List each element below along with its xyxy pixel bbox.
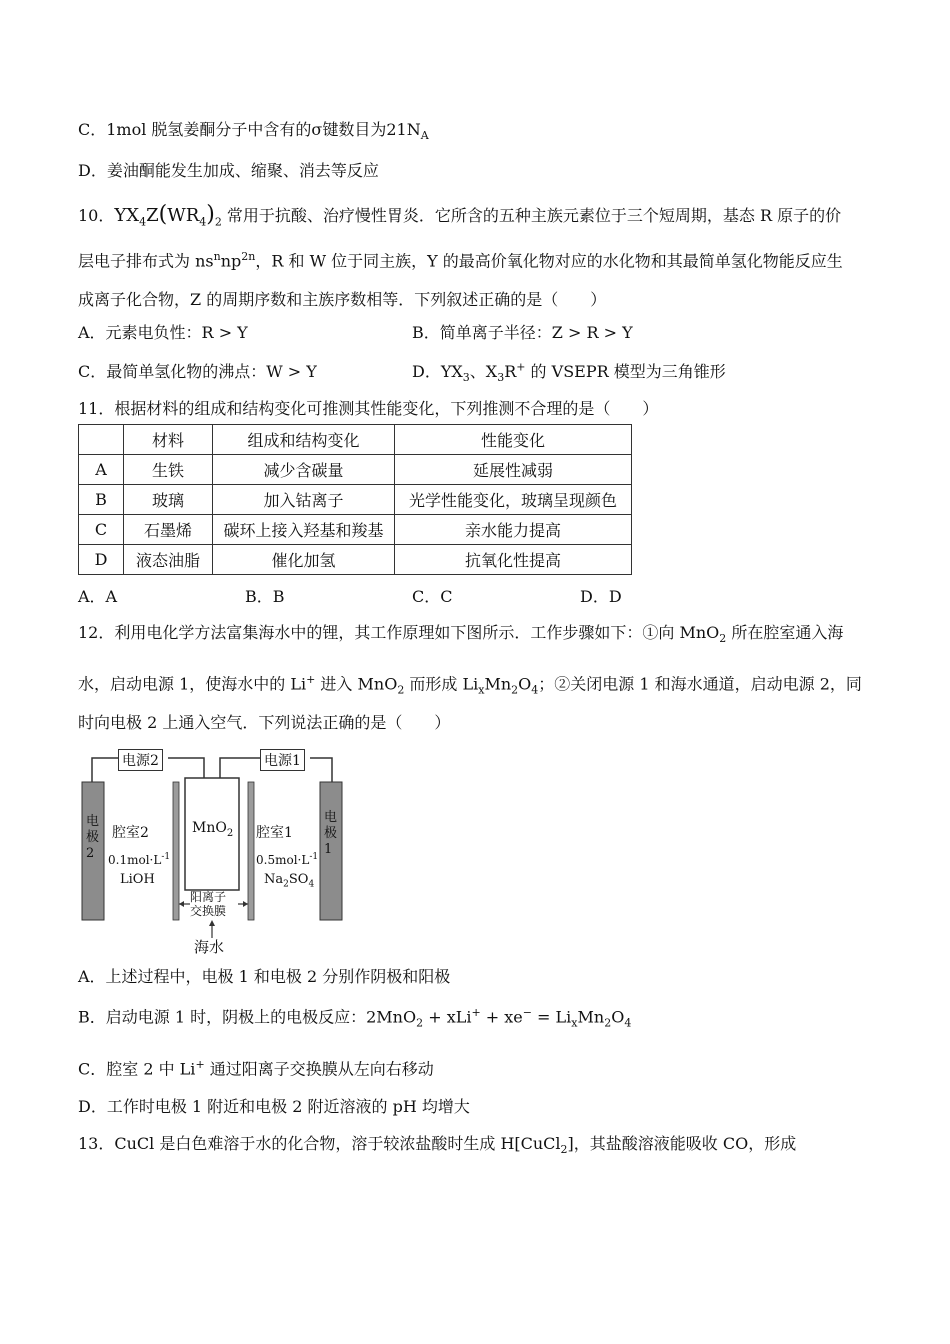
chamber-2-solution: LiOH <box>120 872 155 887</box>
membrane-left <box>173 782 179 920</box>
q10-optd-text: 的 VSEPR 模型为三角锥形 <box>525 362 726 381</box>
q10-text: 层电子排布式为 ns <box>78 251 214 271</box>
q12-optb-sub: x <box>571 1016 578 1030</box>
membrane-label-2: 交换膜 <box>190 904 227 918</box>
table-cell: 减少含碳量 <box>213 455 395 485</box>
q12-text: Mn <box>484 674 512 694</box>
table-cell: 抗氧化性提高 <box>395 545 632 575</box>
q10-optd-sub: 3 <box>497 371 505 385</box>
q10-stem-text1: 常用于抗酸、治疗慢性胃炎．它所含的五种主族元素位于三个短周期，基态 R 原子的价 <box>221 206 842 225</box>
q9-option-c-sub: A <box>420 129 429 143</box>
q12-option-d: D．工作时电极 1 附近和电极 2 附近溶液的 pH 均增大 <box>78 1097 470 1116</box>
q10-number: 10． <box>78 206 115 225</box>
table-header-row <box>79 425 632 455</box>
q12-optc-sup: + <box>195 1058 205 1071</box>
table-cell: 加入钴离子 <box>213 485 395 515</box>
power-supply-2: 电源2 <box>118 749 163 771</box>
table-cell: 亲水能力提高 <box>395 515 632 545</box>
q9-option-c-text: C．1mol 脱氢姜酮分子中含有的σ键数目为21N <box>78 120 421 139</box>
table-row <box>79 545 632 575</box>
q10-stem-line3: 成离子化合物，Z 的周期序数和主族序数相等．下列叙述正确的是（ ） <box>78 290 607 309</box>
table-header-cell: 材料 <box>124 425 213 455</box>
membrane-right <box>248 782 254 920</box>
q12-text: 进入 MnO <box>315 674 398 694</box>
q11-option-c: C．C <box>412 587 453 606</box>
q10-optd-text: R <box>504 362 517 381</box>
q11-table <box>78 424 632 575</box>
q10-formula-sub: 4 <box>199 215 207 229</box>
q10-sup: n <box>213 250 221 263</box>
q10-sup: 2n <box>241 250 256 263</box>
q12-optb-text: + xLi <box>423 1007 472 1027</box>
table-cell: B <box>79 485 124 515</box>
q12-option-b <box>78 1006 631 1030</box>
table-header-cell: 性能变化 <box>395 425 632 455</box>
q12-optb-text: + xe <box>480 1007 523 1027</box>
q12-optb-sub: 4 <box>624 1016 632 1030</box>
q9-option-c <box>78 120 429 142</box>
q10-formula-paren: ) <box>206 202 215 227</box>
table-cell: 碳环上接入羟基和羧基 <box>213 515 395 545</box>
q10-option-b: B．简单离子半径：Z > R > Y <box>412 323 633 342</box>
q12-optb-text: B．启动电源 1 时，阴极上的电极反应：2MnO <box>78 1007 417 1027</box>
sol-sub: 2 <box>283 879 289 890</box>
conc-text: 0.1mol·L <box>108 853 162 867</box>
q12-text: 所在腔室通入海 <box>726 623 844 642</box>
q10-optd-sub: 3 <box>462 371 470 385</box>
q12-optb-text: O <box>611 1007 625 1027</box>
q12-optc-text: C．腔室 2 中 Li <box>78 1059 196 1079</box>
q11-stem: 11．根据材料的组成和结构变化可推测其性能变化，下列推测不合理的是（ ） <box>78 399 659 418</box>
table-row <box>79 485 632 515</box>
electrode-2-label: 电极2 <box>86 814 100 861</box>
conc-text: 0.5mol·L <box>256 853 310 867</box>
q12-sub: 2 <box>719 632 727 646</box>
q10-formula-sub: 2 <box>214 215 222 229</box>
table-cell: 玻璃 <box>124 485 213 515</box>
q10-option-c: C．最简单氢化物的沸点：W > Y <box>78 362 317 381</box>
q12-sup: + <box>306 673 316 686</box>
q12-sub: 2 <box>511 683 519 697</box>
q10-text: np <box>220 251 242 271</box>
seawater-label: 海水 <box>194 938 225 956</box>
q12-stem-line3: 时向电极 2 上通入空气．下列说法正确的是（ ） <box>78 713 451 732</box>
q11-option-d: D．D <box>580 587 622 606</box>
q12-option-a: A．上述过程中，电极 1 和电极 2 分别作阴极和阳极 <box>78 967 451 986</box>
sol-text: SO <box>288 872 309 887</box>
q10-stem-line2 <box>78 250 843 271</box>
table-cell: C <box>79 515 124 545</box>
table-cell: 生铁 <box>124 455 213 485</box>
sol-text: Na <box>264 872 284 887</box>
sol-sub: 4 <box>308 879 315 890</box>
table-cell: D <box>79 545 124 575</box>
q12-text: 水，启动电源 1，使海水中的 Li <box>78 674 307 694</box>
q12-stem-line1 <box>78 623 843 645</box>
q13-sub: 2 <box>560 1143 568 1157</box>
table-cell: A <box>79 455 124 485</box>
q10-optd-sup: + <box>516 360 526 374</box>
table-cell: 液态油脂 <box>124 545 213 575</box>
q12-optc-text: 通过阳离子交换膜从左向右移动 <box>204 1059 434 1079</box>
q12-optb-sub: 2 <box>416 1016 424 1030</box>
q12-optb-text: = Li <box>531 1007 572 1027</box>
q10-formula-paren: ( <box>158 202 168 227</box>
power-supply-1: 电源1 <box>260 749 305 771</box>
q13-stem <box>78 1134 796 1156</box>
q11-option-a: A．A <box>78 587 118 606</box>
q12-text: O <box>518 674 532 694</box>
table-header-cell: 组成和结构变化 <box>213 425 395 455</box>
q11-option-b: B．B <box>245 587 285 606</box>
q10-stem-line1 <box>78 202 841 229</box>
conc-sup: -1 <box>309 852 319 862</box>
electrochem-diagram <box>78 748 348 958</box>
q10-text: ，R 和 W 位于同主族，Y 的最高价氧化物对应的水化物和其最简单氢化物能反应生 <box>255 251 843 271</box>
q12-sub: 4 <box>531 683 539 697</box>
mno2-label <box>192 820 233 839</box>
q12-optb-sub: 2 <box>604 1016 612 1030</box>
chamber-2-label: 腔室2 <box>112 825 149 841</box>
q10-formula-part: WR <box>167 205 200 226</box>
table-cell: 光学性能变化，玻璃呈现颜色 <box>395 485 632 515</box>
mno2-sub: 2 <box>226 827 234 839</box>
chamber-1-label: 腔室1 <box>256 825 293 841</box>
q10-option-d <box>412 359 726 384</box>
q12-stem-line2 <box>78 673 862 697</box>
q10-option-a: A．元素电负性：R > Y <box>78 323 248 342</box>
q12-optb-sup: + <box>471 1006 481 1019</box>
chamber-1-concentration <box>256 852 318 867</box>
electrode-1-label: 电极1 <box>324 810 338 857</box>
q12-text: 12．利用电化学方法富集海水中的锂，其工作原理如下图所示．工作步骤如下：①向 MnO <box>78 623 720 642</box>
table-cell: 石墨烯 <box>124 515 213 545</box>
q13-text: 13．CuCl 是白色难溶于水的化合物，溶于较浓盐酸时生成 H[CuCl <box>78 1134 561 1153</box>
q12-text: 而形成 Li <box>404 674 479 694</box>
q9-option-d: D．姜油酮能发生加成、缩聚、消去等反应 <box>78 161 379 180</box>
q10-optd-text: D．YX <box>412 362 463 381</box>
table-row <box>79 455 632 485</box>
q12-sub: x <box>478 683 485 697</box>
q12-sub: 2 <box>397 683 405 697</box>
chamber-1-solution <box>264 872 314 890</box>
table-cell: 催化加氢 <box>213 545 395 575</box>
q10-formula-part: YX <box>114 205 140 226</box>
q13-text: ]，其盐酸溶液能吸收 CO，形成 <box>567 1134 797 1153</box>
membrane-label-1: 阳离子 <box>190 890 227 904</box>
chamber-2-concentration <box>108 852 170 867</box>
q12-text: ；②关闭电源 1 和海水通道，启动电源 2，同 <box>538 674 862 694</box>
table-header-cell <box>79 425 124 455</box>
mno2-text: MnO <box>192 820 227 836</box>
table-row <box>79 515 632 545</box>
q10-optd-text: 、X <box>469 362 498 381</box>
q12-optb-text: Mn <box>577 1007 605 1027</box>
q10-formula-sub: 4 <box>139 215 147 229</box>
q12-optb-sup: − <box>522 1006 532 1019</box>
q10-formula-part: Z <box>146 205 159 226</box>
conc-sup: -1 <box>161 852 171 862</box>
q10-formula <box>114 202 222 229</box>
table-cell: 延展性减弱 <box>395 455 632 485</box>
q12-option-c <box>78 1058 434 1079</box>
